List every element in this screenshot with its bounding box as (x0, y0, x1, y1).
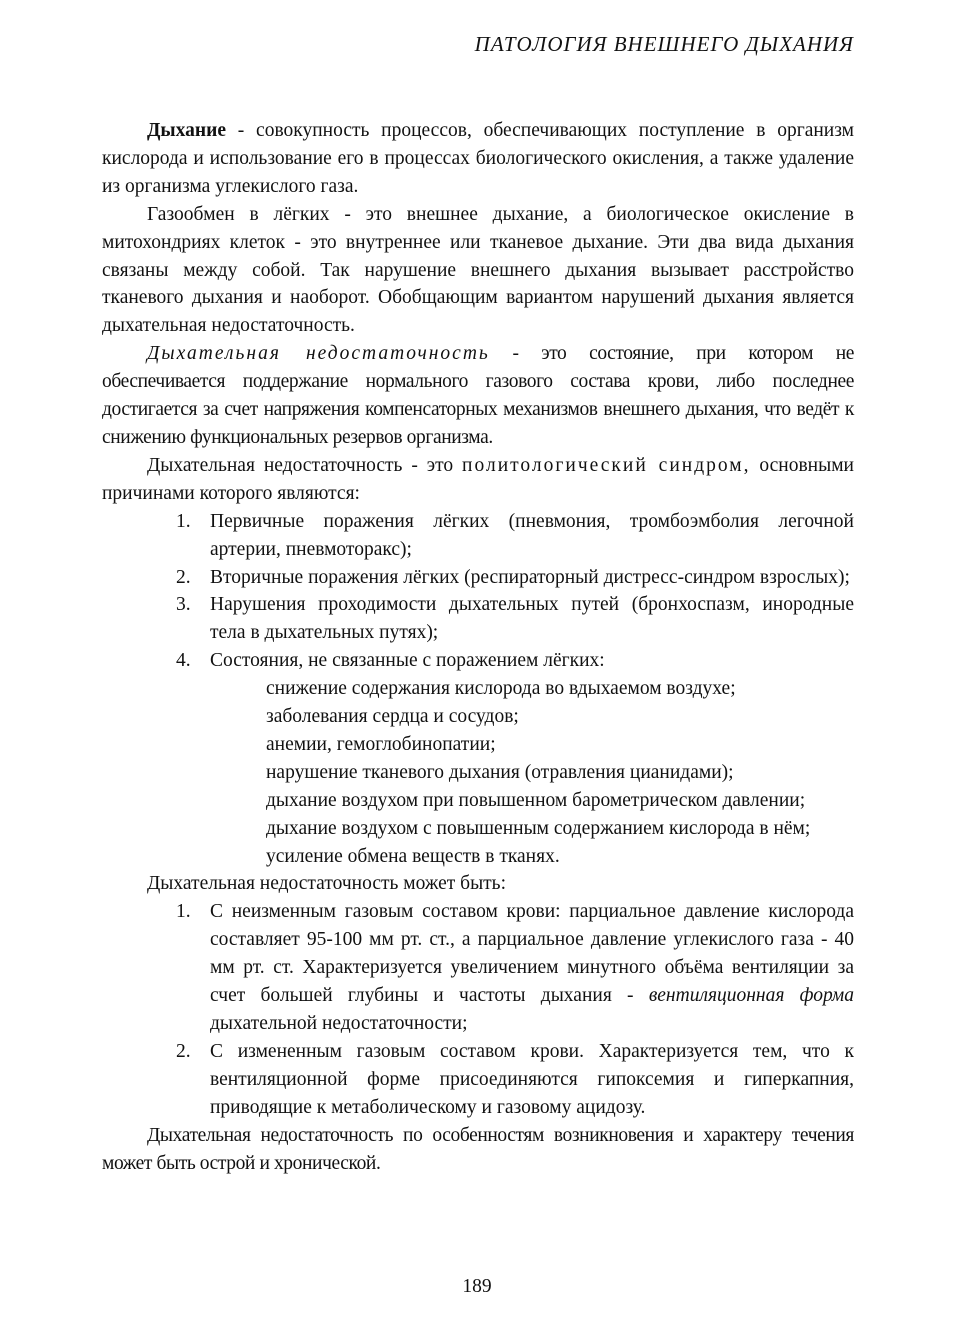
list-item-text-end: дыхательной недостаточности; (210, 1013, 468, 1034)
list-item-text: Первичные поражения лёгких (пневмония, тромбоэмболия легочной артерии, пневмоторакс); (210, 510, 854, 560)
list-item-text: Вторичные поражения лёгких (респираторный дистресс-синдром взрослых); (210, 566, 850, 588)
list-item (176, 898, 854, 1038)
term-respiratory-failure: Дыхательная недостаточность (147, 343, 490, 365)
list-item-italic-term: вентиляционная форма (648, 985, 854, 1007)
term-breathing: Дыхание (147, 120, 227, 141)
sublist-item: дыхание воздухом при повышенном барометрическом давлении; (266, 789, 806, 811)
definition-breathing-text: - совокупность процессов, обеспечивающих поступление в организм кислорода и использование его в процессах биологического окисления, а также удаление из организма углекислого газа. (102, 120, 854, 197)
list-item-text: С неизменным газовым составом крови: парциальное давление кислорода составляет 95-100 мм рт. ст., а парциальное давление углекислого газа - 40 мм рт. ст. Характеризуется увеличением минутного объёма вентиляции за счет большей глубины и частоты дыхания - (210, 901, 854, 1007)
definition-respiratory-failure-text: - это состояние, при котором не обеспечивается поддержание нормального газового состава крови, либо последнее достигается за счет напряжения компенсаторных механизмов внешнего дыхания, что ведёт к снижению функциональных резервов организма. (102, 343, 854, 448)
paragraph-course: Дыхательная недостаточность по особенностям возникновения и характеру течения может быть острой и хронической. (102, 1124, 854, 1174)
sublist-item: усиление обмена веществ в тканях. (266, 845, 560, 867)
running-title: ПАТОЛОГИЯ ВНЕШНЕГО ДЫХАНИЯ (474, 32, 854, 56)
list-item (176, 564, 854, 592)
sublist-item: снижение содержания кислорода во вдыхаемом воздухе; (266, 678, 736, 700)
causes-list (102, 508, 854, 675)
list-item-number: 4. (176, 650, 191, 672)
paragraph-gas-exchange: Газообмен в лёгких - это внешнее дыхание, а биологическое окисление в митохондриях клеток - это внутреннее или тканевое дыхание. Эти два вида дыхания связаны между собой. Так нарушение внешнего дыхания вызывает расстройство тканевого дыхания и наоборот. Обобщающим вариантом нарушений дыхания является дыхательная недостаточность. (102, 203, 854, 337)
paragraph-types-intro: Дыхательная недостаточность может быть: (147, 873, 506, 895)
sublist-item: дыхание воздухом с повышенным содержанием кислорода в нём; (266, 817, 811, 839)
list-item-text: Состояния, не связанные с поражением лёгких: (210, 650, 605, 672)
list-item (176, 508, 854, 564)
causes-intro-end: основными причинами которого являются: (102, 454, 854, 504)
list-item-number: 2. (176, 566, 191, 588)
list-item-number: 1. (176, 901, 191, 923)
types-list (102, 898, 854, 1121)
list-item (176, 647, 854, 675)
list-item-number: 2. (176, 1040, 191, 1062)
list-item-number: 1. (176, 510, 191, 532)
sublist-item: заболевания сердца и сосудов; (266, 706, 519, 728)
page-number: 189 (462, 1276, 492, 1297)
causes-intro-start: Дыхательная недостаточность - это (147, 454, 463, 476)
page-body (102, 117, 854, 1177)
list-item-text: С измененным газовым составом крови. Характеризуется тем, что к вентиляционной форме присоединяются гипоксемия и гиперкапния, приводящие к метаболическому и газовому ацидозу. (210, 1040, 854, 1118)
causes-intro-spaced: политологический синдром, (462, 454, 751, 476)
list-item-number: 3. (176, 594, 191, 616)
list-item-text: Нарушения проходимости дыхательных путей (бронхоспазм, инородные тела в дыхательных путях); (210, 594, 854, 644)
list-item (176, 591, 854, 647)
sublist-item: анемии, гемоглобинопатии; (266, 733, 496, 755)
paragraph-causes-intro (102, 452, 854, 508)
paragraph-definition-respiratory-failure (102, 340, 854, 452)
non-lung-causes-list (102, 675, 854, 870)
paragraph-definition-breathing (102, 117, 854, 201)
list-item (176, 1038, 854, 1122)
sublist-item: нарушение тканевого дыхания (отравления цианидами); (266, 761, 734, 783)
